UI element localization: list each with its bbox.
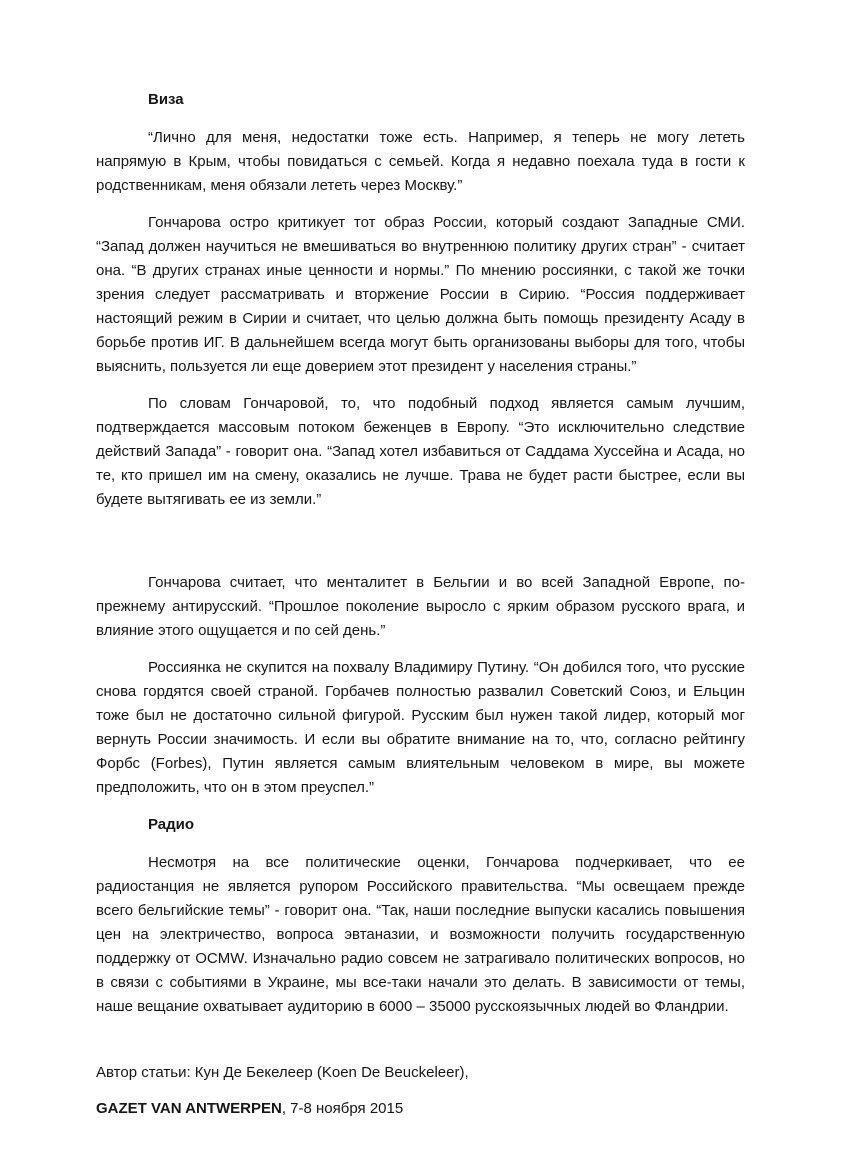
paragraph-mentality: Гончарова считает, что менталитет в Бельгии и во всей Западной Европе, по-прежнему антирусский. “Прошлое поколение выросло с ярким образом русского врага, и влияние этого ощущается и по сей день.” [96,574,745,639]
section-heading-radio: Радио [148,816,195,833]
paragraph-radio-station: Несмотря на все политические оценки, Гончарова подчеркивает, что ее радиостанция не является рупором Российского правительства. “Мы освещаем прежде всего бельгийские темы” - говорит она. “Так, наши последние выпуски касались повышения цен на электричество, вопроса эвтаназии, и возможности получить государственную поддержку от OCMW. Изначально радио совсем не затрагивало политических вопросов, но в связи с событиями в Украине, мы все-таки начали это делать. В зависимости от темы, наше вещание охватывает аудиторию в 6000 – 35000 русскоязычных людей во Фландрии. [96,854,745,1015]
footer-source-line [96,1097,745,1121]
paragraph-media-criticism: Гончарова остро критикует тот образ России, который создают Западные СМИ. “Запад должен научиться не вмешиваться во внутреннюю политику других стран” - считает она. “В других странах иные ценности и нормы.” По мнению россиянки, с такой же точки зрения следует рассматривать и вторжение России в Сирию. “Россия поддерживает настоящий режим в Сирии и считает, что целью должна быть помощь президенту Асаду в борьбе против ИГ. В дальнейшем всегда могут быть организованы выборы для того, чтобы выяснить, пользуется ли еще доверием этот президент у населения страны.” [96,214,745,375]
blank-space [96,525,745,571]
footer-author-line: Автор статьи: Кун Де Бекелеер (Koen De Beuckeleer), [96,1064,469,1081]
section-heading-visa: Виза [148,91,184,108]
footer-source-date: , 7-8 ноября 2015 [281,1100,404,1117]
paragraph-putin-praise: Россиянка не скупится на похвалу Владимиру Путину. “Он добился того, что русские снова гордятся своей страной. Горбачев полностью развалил Советский Союз, и Ельцин тоже был не достаточно сильной фигурой. Русским был нужен такой лидер, который мог вернуть России значимость. И если вы обратите внимание на то, что, согласно рейтингу Форбс (Forbes), Путин является самым влиятельным человеком в мире, вы можете предположить, что он в этом преуспел.” [96,659,745,796]
paragraph-visa-quote: “Лично для меня, недостатки тоже есть. Например, я теперь не могу лететь напрямую в Крым, чтобы повидаться с семьей. Когда я недавно поехала туда в гости к родственникам, меня обязали лететь через Москву.” [96,129,745,194]
footer-source-name: GAZET VAN ANTWERPEN [96,1100,282,1117]
paragraph-refugees: По словам Гончаровой, то, что подобный подход является самым лучшим, подтверждается массовым потоком беженцев в Европу. “Это исключительно следствие действий Запада” - говорит она. “Запад хотел избавиться от Саддама Хуссейна и Асада, но те, кто пришел им на смену, оказались не лучше. Трава не будет расти быстрее, если вы будете вытягивать ее из земли.” [96,395,745,508]
